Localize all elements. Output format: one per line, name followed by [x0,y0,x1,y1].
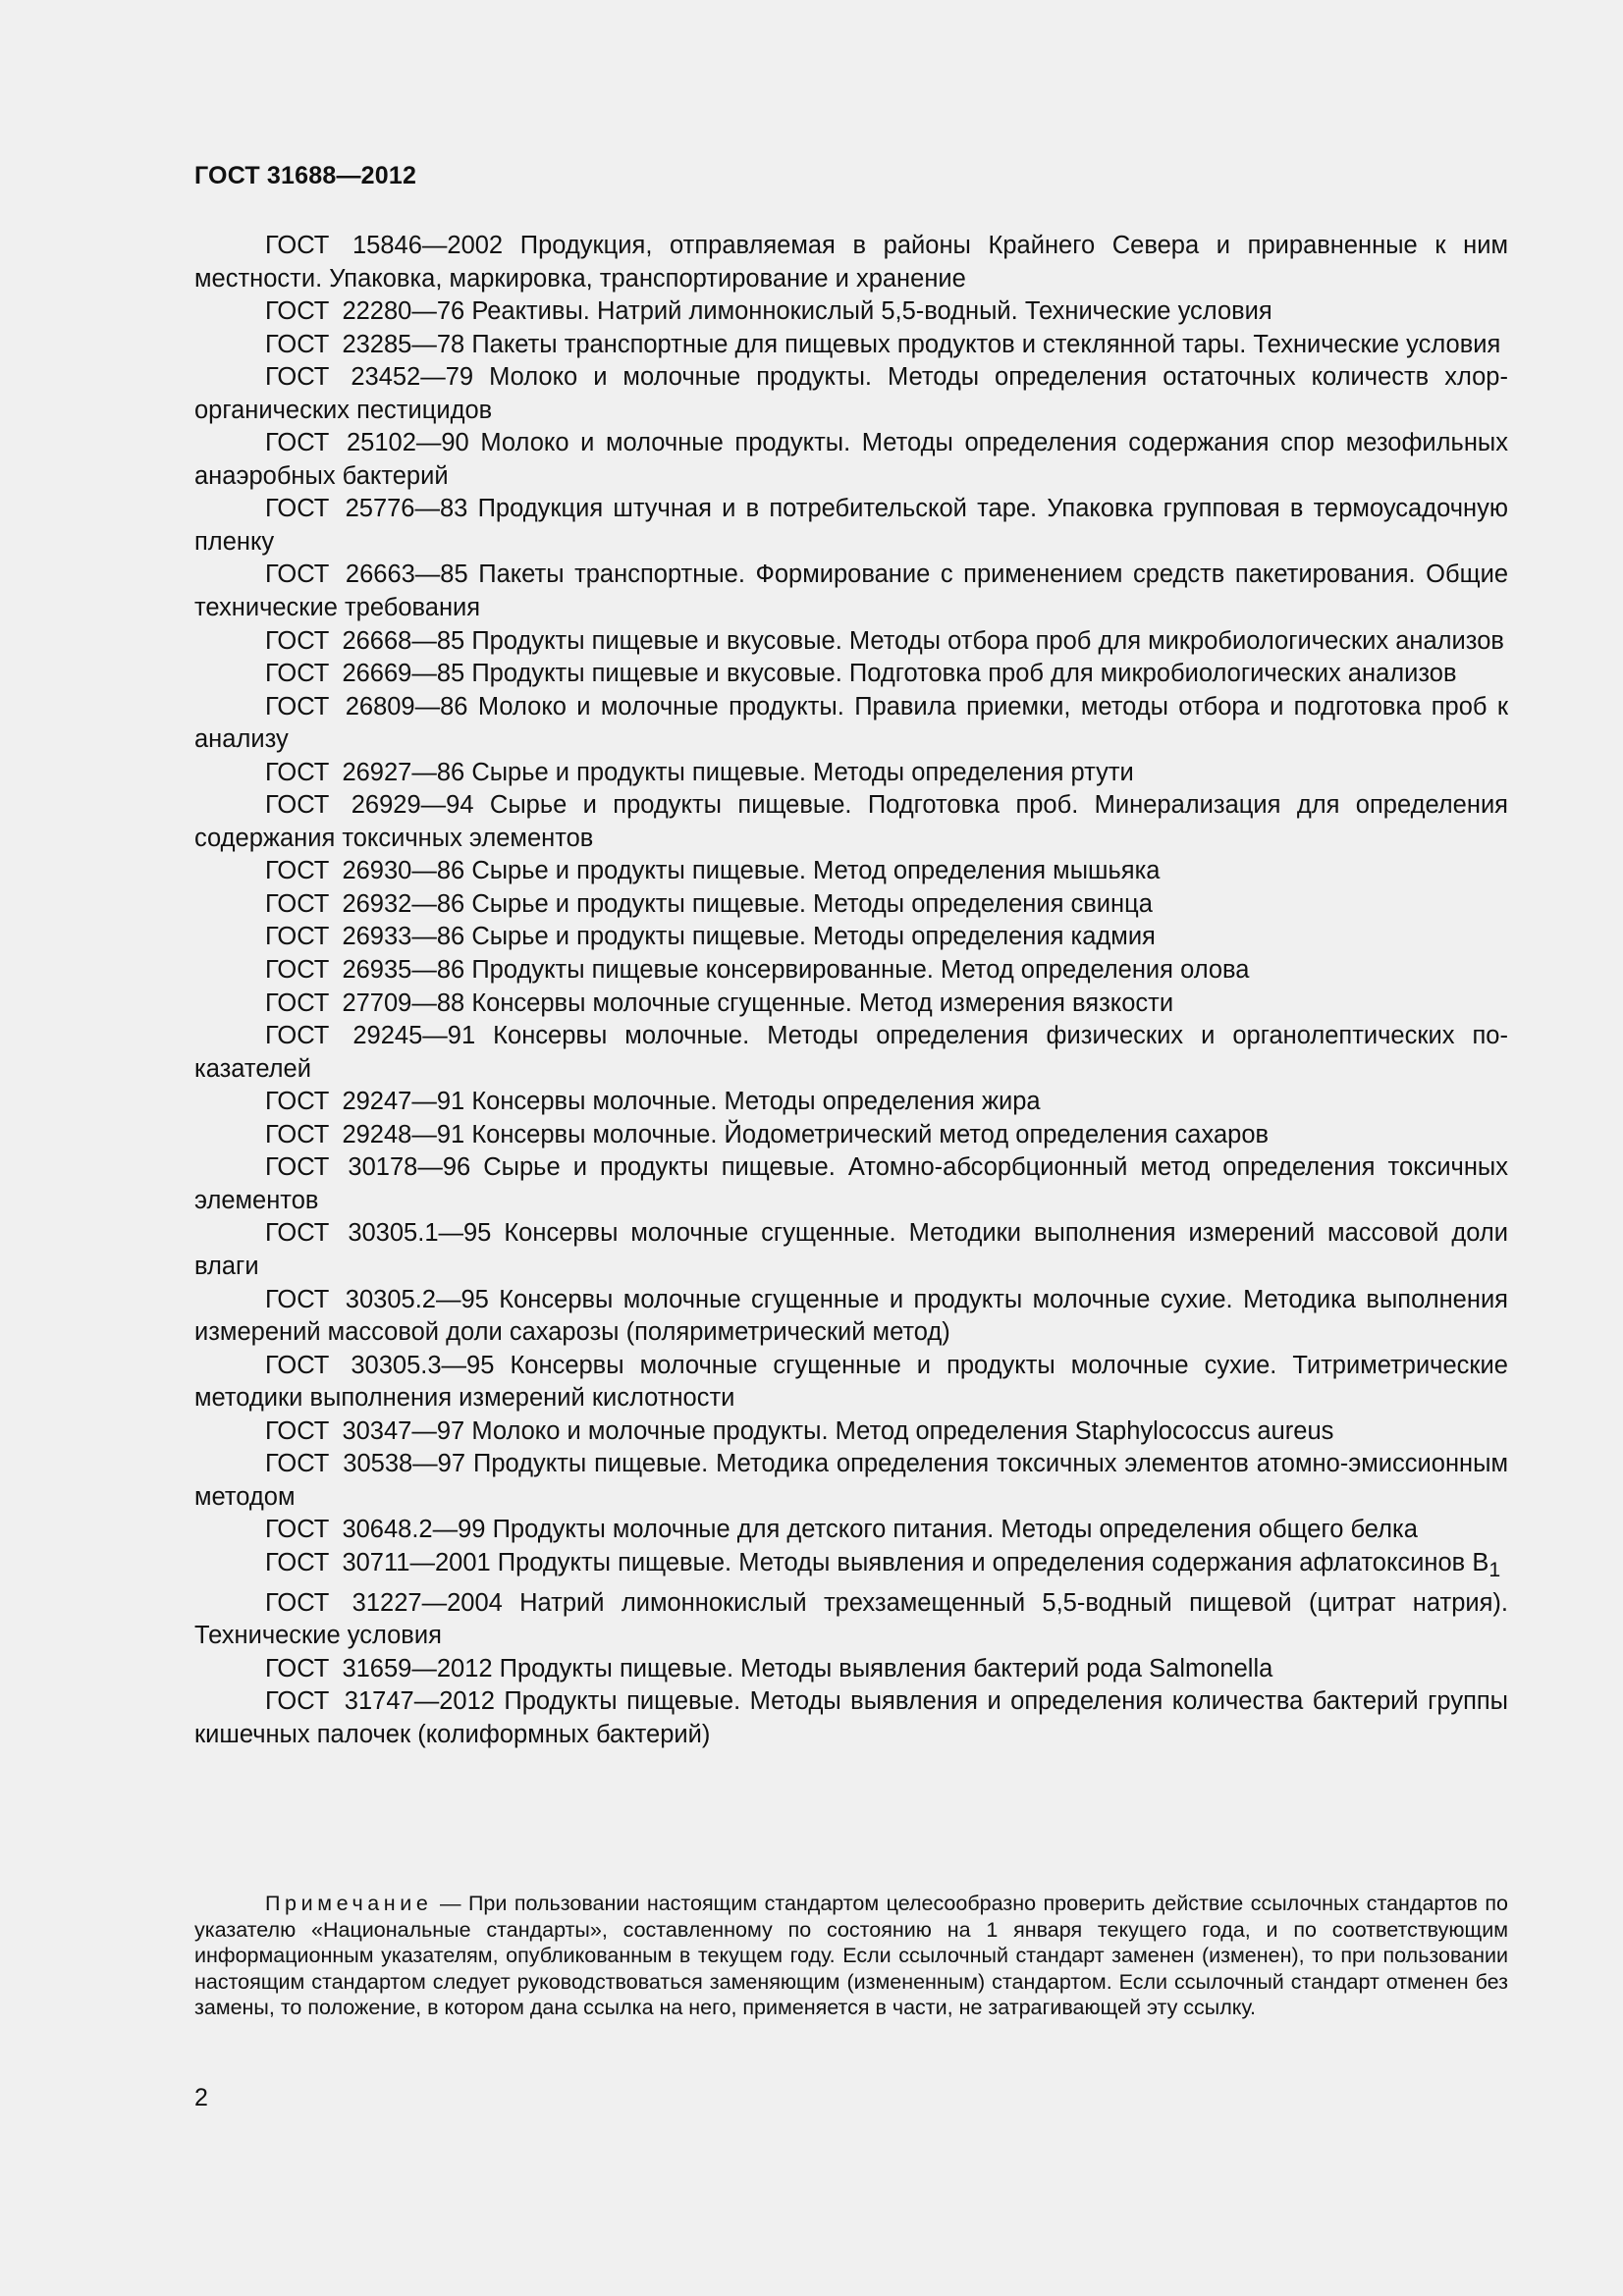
reference-item [194,625,1508,659]
reference-item [194,1587,1508,1653]
reference-item [194,1448,1508,1514]
reference-item [194,1653,1508,1686]
reference-code: ГОСТ 23285—78 [265,330,465,358]
reference-item [194,559,1508,624]
reference-title: Консервы молочные. Методы определения физических и органолептических показателей [194,1022,1508,1083]
reference-title: Натрий лимоннокислый трехзамещенный 5,5-водный пищевой (цитрат натрия). Технические условия [194,1588,1509,1650]
reference-item [194,1415,1508,1449]
reference-code: ГОСТ 26935—86 [265,956,465,985]
reference-item [194,361,1508,427]
reference-code: ГОСТ 30711—2001 [265,1548,491,1576]
reference-item [194,658,1508,691]
reference-item [194,888,1508,922]
reference-title: Молоко и молочные продукты. Метод определения Staphylococcus aureus [471,1416,1334,1445]
reference-code: ГОСТ 30178—96 [265,1153,471,1182]
reference-item [194,691,1508,757]
reference-title: Продукты пищевые консервированные. Метод определения олова [471,956,1250,985]
reference-title: Сырье и продукты пищевые. Методы определения кадмия [471,923,1156,951]
reference-code: ГОСТ 26932—86 [265,889,465,918]
reference-code: ГОСТ 26927—86 [265,758,465,786]
reference-item [194,1086,1508,1119]
reference-title: Молоко и молочные продукты. Правила приемки, методы отбора и подготовка проб к анализу [194,692,1509,754]
reference-title: Сырье и продукты пищевые. Методы определения свинца [471,889,1153,918]
reference-item [194,295,1508,329]
reference-item [194,1284,1508,1350]
note-paragraph [194,1891,1508,2021]
reference-title: Сырье и продукты пищевые. Методы определения ртути [471,758,1134,786]
note-text: — При пользовании настоящим стандартом целесообразно проверить действие ссылочных стандартов по указателю «Национальные стандарты», составленному по состоянию на 1 января текущего года, и по соответствующим информационным указателям, опубликованным в текущем году. Если ссылочный стандарт заменен (изменен), то при пользовании настоящим стандартом следует руководствоваться заменяющим (измененным) стандартом. Если ссылочный стандарт отменен без замены, то положение, в котором дана ссылка на него, применяется в части, не затрагивающей эту ссылку. [194,1892,1508,2020]
reference-title: Продукция штучная и в потребительской таре. Упаковка групповая в термоусадочную пленку [194,495,1508,556]
reference-item [194,493,1508,559]
reference-code: ГОСТ 29247—91 [265,1088,465,1116]
reference-title: Продукты пищевые и вкусовые. Методы отбора проб для микробиологических анализов [471,626,1504,655]
reference-title: Продукты пищевые. Методы выявления бактерий рода Salmonella [499,1654,1273,1682]
reference-title: Сырье и продукты пищевые. Метод определения мышьяка [471,857,1161,885]
reference-title: Консервы молочные сгущенные и продукты молочные сухие. Методика выполнения измерений массовой доли сахарозы (поляриметрический метод) [194,1285,1508,1347]
reference-code: ГОСТ 26668—85 [265,626,465,655]
reference-item [194,329,1508,362]
reference-item [194,1119,1508,1152]
reference-title: Продукты пищевые. Методика определения токсичных элементов атомно-эмиссионным методом [194,1450,1508,1511]
reference-item [194,954,1508,988]
reference-item [194,427,1508,493]
reference-code: ГОСТ 26669—85 [265,660,465,688]
page-header-title: ГОСТ 31688—2012 [194,162,417,189]
page-number: 2 [194,2084,208,2111]
reference-title: Продукты пищевые. Методы выявления и определения количества бактерий группы кишечных палочек (колиформных бактерий) [194,1687,1509,1748]
reference-code: ГОСТ 31659—2012 [265,1654,493,1682]
reference-item [194,1514,1508,1547]
reference-title: Консервы молочные. Методы определения жира [471,1088,1041,1116]
normative-references-list [194,230,1508,1751]
reference-code: ГОСТ 22280—76 [265,297,465,326]
reference-code: ГОСТ 30305.3—95 [265,1351,495,1379]
reference-code: ГОСТ 29248—91 [265,1120,465,1148]
reference-code: ГОСТ 30538—97 [265,1450,466,1478]
reference-item [194,988,1508,1021]
reference-item [194,757,1508,790]
reference-code: ГОСТ 30305.1—95 [265,1219,492,1248]
reference-title: Консервы молочные сгущенные. Метод измерения вязкости [471,988,1174,1017]
reference-code: ГОСТ 25776—83 [265,495,468,523]
reference-title: Пакеты транспортные. Формирование с применением средств пакетирования. Общие технические требования [194,561,1508,622]
reference-code: ГОСТ 23452—79 [265,363,474,392]
reference-item [194,921,1508,954]
reference-item [194,1151,1508,1217]
reference-code: ГОСТ 29245—91 [265,1022,476,1050]
reference-item [194,230,1508,295]
reference-title: Пакеты транспортные для пищевых продуктов и стеклянной тары. Технические условия [471,330,1501,358]
reference-code: ГОСТ 25102—90 [265,429,469,457]
reference-code: ГОСТ 27709—88 [265,988,465,1017]
reference-item [194,789,1508,855]
reference-title: Продукция, отправляемая в районы Крайнего Севера и приравненные к ним местности. Упаковка, маркировка, транспортирование и хранение [194,232,1508,293]
reference-code: ГОСТ 26663—85 [265,561,468,589]
reference-title: Консервы молочные сгущенные. Методики выполнения измерений массовой доли влаги [194,1219,1508,1280]
reference-title: Продукты пищевые и вкусовые. Подготовка проб для микробиологических анализов [471,660,1457,688]
reference-code: ГОСТ 26809—86 [265,692,468,721]
reference-code: ГОСТ 26933—86 [265,923,465,951]
reference-title: Сырье и продукты пищевые. Атомно-абсорбционный метод определения токсичных элементов [194,1153,1509,1214]
reference-code: ГОСТ 30648.2—99 [265,1516,486,1544]
reference-title: Сырье и продукты пищевые. Подготовка проб. Минерализация для определения содержания токсичных элементов [194,791,1508,852]
reference-code: ГОСТ 31227—2004 [265,1588,503,1617]
reference-title: Реактивы. Натрий лимоннокислый 5,5-водный. Технические условия [471,297,1272,326]
reference-item [194,855,1508,888]
reference-item [194,1350,1508,1415]
reference-code: ГОСТ 15846—2002 [265,232,504,259]
reference-title: Молоко и молочные продукты. Методы определения остаточных количеств хлорорганических пестицидов [194,363,1508,424]
note-label: Примечание [265,1892,433,1915]
reference-code: ГОСТ 30305.2—95 [265,1285,489,1313]
reference-code: ГОСТ 30347—97 [265,1416,465,1445]
reference-item [194,1685,1508,1751]
reference-title: Продукты пищевые. Методы выявления и определения содержания афлатоксинов B [497,1548,1489,1576]
reference-title: Продукты молочные для детского питания. Методы определения общего белка [492,1516,1418,1544]
reference-item [194,1020,1508,1086]
reference-item [194,1217,1508,1283]
reference-code: ГОСТ 26929—94 [265,791,474,820]
reference-title: Консервы молочные. Йодометрический метод определения сахаров [471,1120,1270,1148]
reference-code: ГОСТ 26930—86 [265,857,465,885]
reference-item [194,1547,1508,1587]
reference-title: Молоко и молочные продукты. Методы определения содержания спор мезофильных анаэробных бактерий [194,429,1509,490]
reference-subscript: 1 [1488,1557,1501,1581]
reference-title: Консервы молочные сгущенные и продукты молочные сухие. Титриметрические методики выполнения измерений кислотности [194,1351,1508,1413]
reference-code: ГОСТ 31747—2012 [265,1687,495,1716]
